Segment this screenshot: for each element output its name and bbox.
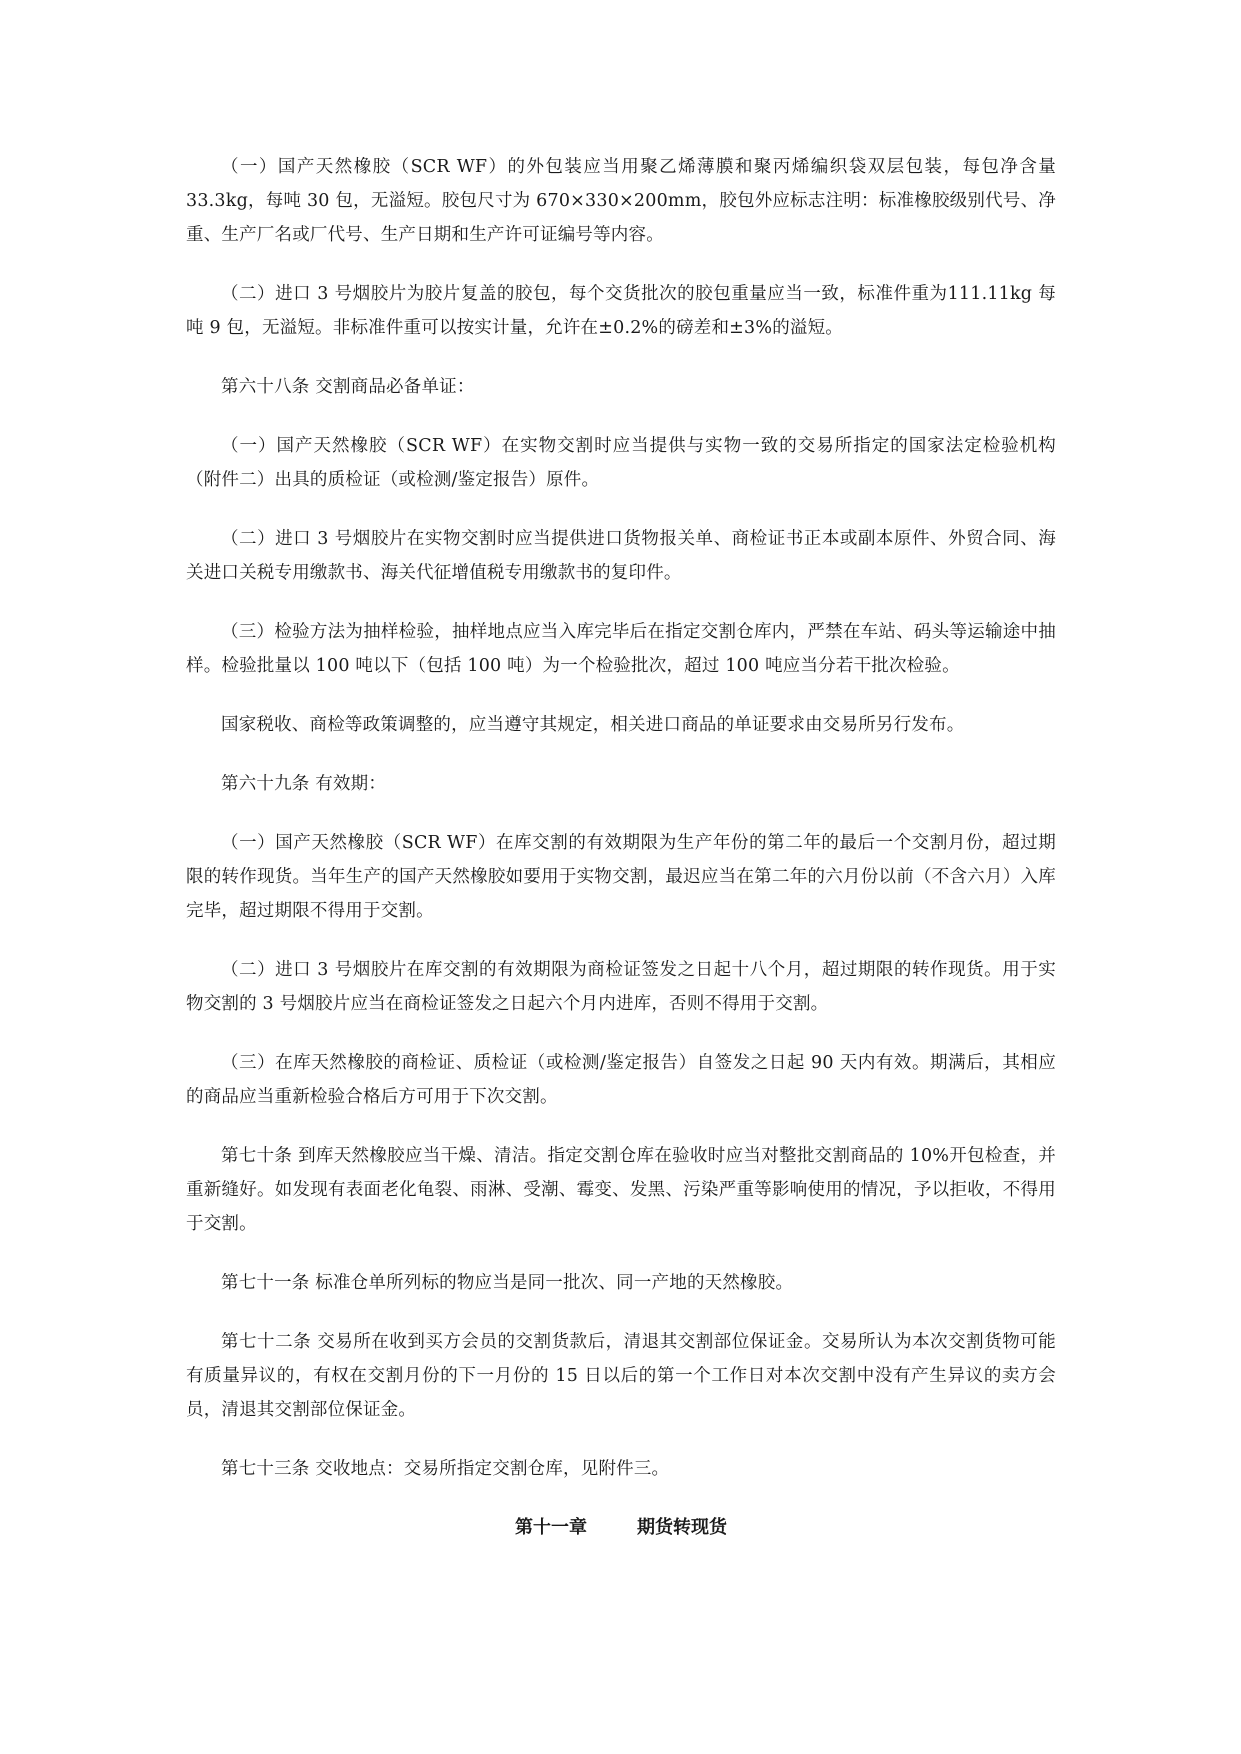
- paragraph: （三）在库天然橡胶的商检证、质检证（或检测/鉴定报告）自签发之日起 90 天内有效。期满后，其相应的商品应当重新检验合格后方可用于下次交割。: [186, 1053, 1056, 1107]
- paragraph: （三）检验方法为抽样检验，抽样地点应当入库完毕后在指定交割仓库内，严禁在车站、码头等运输途中抽样。检验批量以 100 吨以下（包括 100 吨）为一个检验批次，超过 100 吨应当分若干批次检验。: [186, 622, 1056, 676]
- chapter-heading: [186, 1511, 1056, 1545]
- paragraph: （一）国产天然橡胶（SCR WF）在实物交割时应当提供与实物一致的交易所指定的国家法定检验机构（附件二）出具的质检证（或检测/鉴定报告）原件。: [186, 436, 1056, 490]
- article-heading: 第六十九条 有效期：: [221, 774, 387, 794]
- paragraph: （一）国产天然橡胶（SCR WF）在库交割的有效期限为生产年份的第二年的最后一个交割月份，超过期限的转作现货。当年生产的国产天然橡胶如要用于实物交割，最迟应当在第二年的六月份以前（不含六月）入库完毕，超过期限不得用于交割。: [186, 833, 1056, 921]
- paragraph: 第七十条 到库天然橡胶应当干燥、清洁。指定交割仓库在验收时应当对整批交割商品的 10%开包检查，并重新缝好。如发现有表面老化龟裂、雨淋、受潮、霉变、发黑、污染严重等影响使用的情况，予以拒收，不得用于交割。: [186, 1146, 1056, 1234]
- paragraph: 第七十三条 交收地点：交易所指定交割仓库，见附件三。: [221, 1459, 670, 1479]
- article-heading: 第六十八条 交割商品必备单证：: [221, 377, 475, 397]
- paragraph: （二）进口 3 号烟胶片在实物交割时应当提供进口货物报关单、商检证书正本或副本原件、外贸合同、海关进口关税专用缴款书、海关代征增值税专用缴款书的复印件。: [186, 529, 1056, 583]
- chapter-number: 第十一章: [515, 1517, 587, 1538]
- paragraph: 国家税收、商检等政策调整的，应当遵守其规定，相关进口商品的单证要求由交易所另行发布。: [221, 715, 965, 735]
- paragraph: 第七十一条 标准仓单所列标的物应当是同一批次、同一产地的天然橡胶。: [221, 1273, 794, 1293]
- chapter-title: 期货转现货: [637, 1517, 727, 1538]
- paragraph: （二）进口 3 号烟胶片为胶片复盖的胶包，每个交货批次的胶包重量应当一致，标准件重为111.11kg 每吨 9 包，无溢短。非标准件重可以按实计量，允许在±0.2%的磅差和±3%的溢短。: [186, 284, 1056, 338]
- paragraph: （一）国产天然橡胶（SCR WF）的外包装应当用聚乙烯薄膜和聚丙烯编织袋双层包装，每包净含量 33.3kg，每吨 30 包，无溢短。胶包尺寸为 670×330×200mm，胶包外应标志注明：标准橡胶级别代号、净重、生产厂名或厂代号、生产日期和生产许可证编号等内容。: [186, 157, 1056, 245]
- paragraph: 第七十二条 交易所在收到买方会员的交割货款后，清退其交割部位保证金。交易所认为本次交割货物可能有质量异议的，有权在交割月份的下一月份的 15 日以后的第一个工作日对本次交割中没有产生异议的卖方会员，清退其交割部位保证金。: [186, 1332, 1056, 1420]
- document-body: [186, 150, 1056, 1545]
- paragraph: （二）进口 3 号烟胶片在库交割的有效期限为商检证签发之日起十八个月，超过期限的转作现货。用于实物交割的 3 号烟胶片应当在商检证签发之日起六个月内进库，否则不得用于交割。: [186, 960, 1056, 1014]
